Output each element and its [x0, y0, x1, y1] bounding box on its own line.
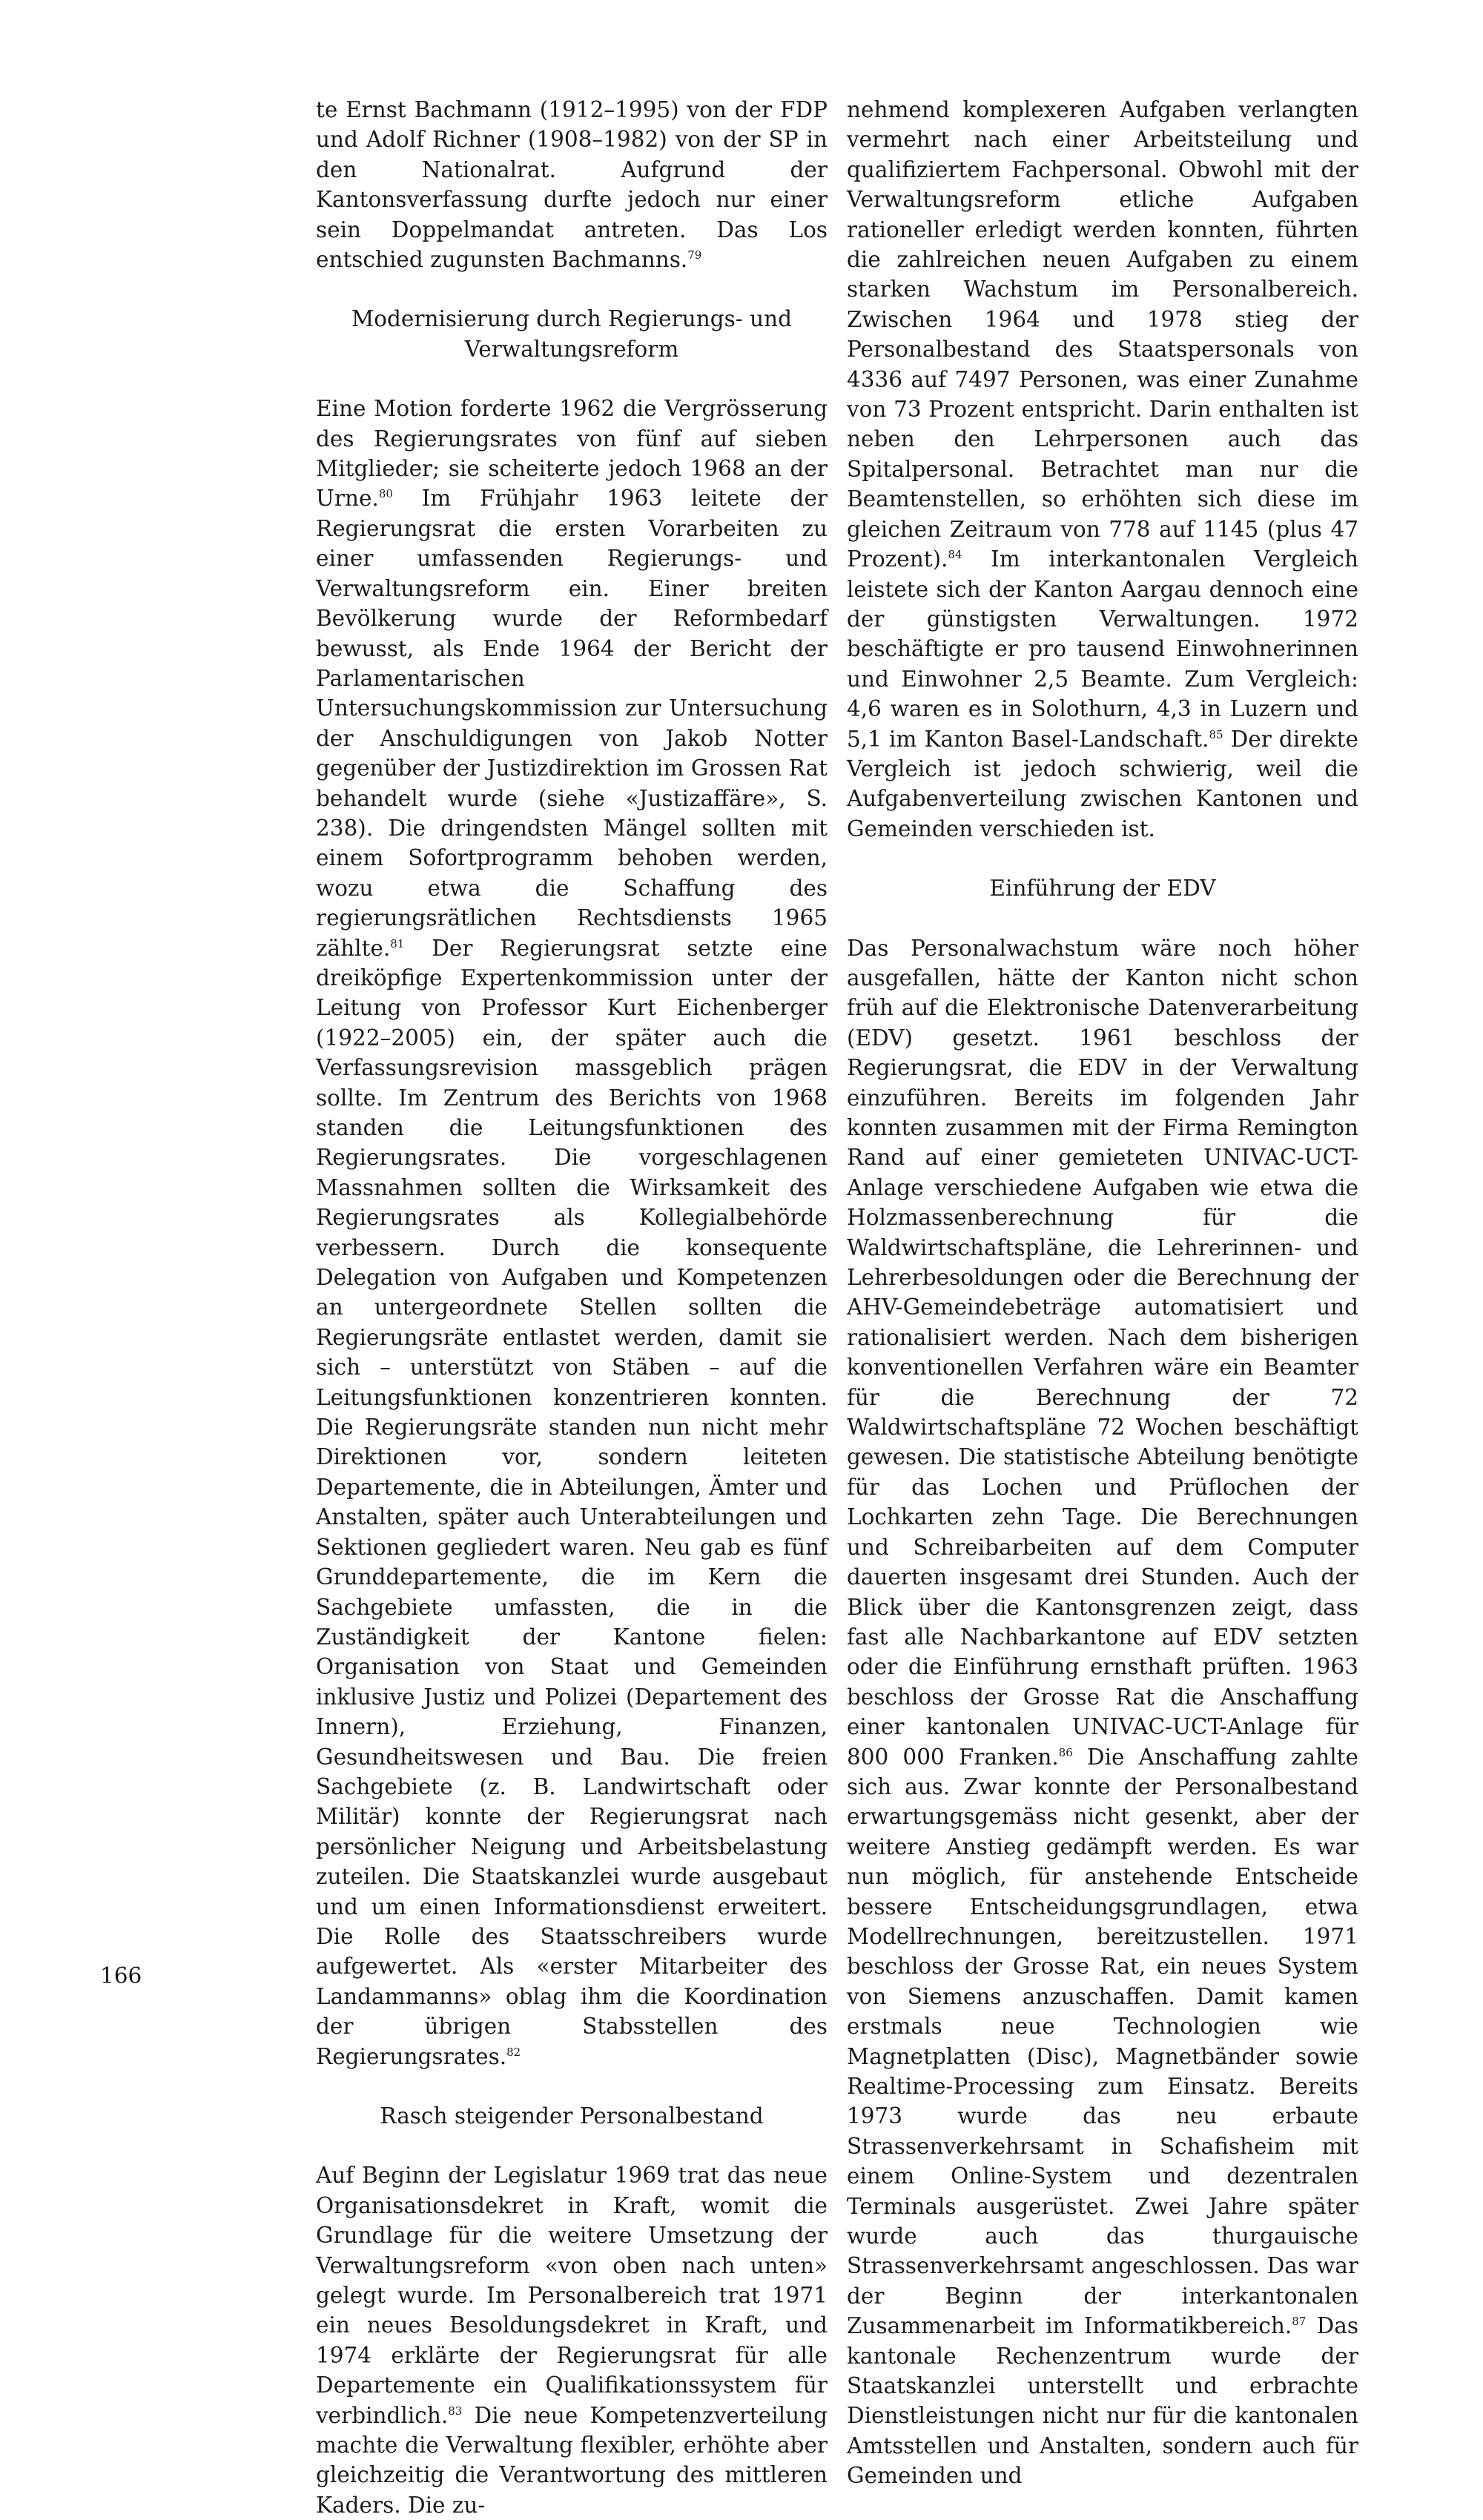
- paragraph-text: Das kantonale Rechenzentrum wurde der Staatskanzlei unterstellt und erbrachte Dienstleistungen nicht nur für die kantonalen Amtsstellen und Anstalten, sondern auch für Gemeinden und: [847, 2313, 1358, 2489]
- paragraph-text: Eine Motion forderte 1962 die Vergrösserung des Regierungsrates von fünf auf sieben Mitglieder; sie scheiterte jedoch 1968 an der Urne.: [316, 396, 828, 512]
- paragraph-text: Der Regierungsrat setzte eine dreiköpfige Expertenkommission unter der Leitung von Professor Kurt Eichenberger (1922–2005) ein, der später auch die Verfassungsrevision massgeblich prägen sollte. Im Zentrum des Berichts von 1968 standen die Leitungsfunktionen des Regierungsrates. Die vorgeschlagenen Massnahmen sollten die Wirksamkeit des Regierungsrates als Kollegialbehörde verbessern. Durch die konsequente Delegation von Aufgaben und Kompetenzen an untergeordnete Stellen sollten die Regierungsräte entlastet werden, damit sie sich – unterstützt von Stäben – auf die Leitungsfunktionen konzentrieren konnten. Die Regierungsräte standen nun nicht mehr Direktionen vor, sondern leiteten Departemente, die in Abteilungen, Ämter und Anstalten, später auch Unterabteilungen und Sektionen gegliedert waren. Neu gab es fünf Grunddepartemente, die im Kern die Sachgebiete umfassten, die in die Zuständigkeit der Kantone fielen: Organisation von Staat und Gemeinden inklusive Justiz und Polizei (Departement des Innern), Erziehung, Finanzen, Gesundheitswesen und Bau. Die freien Sachgebiete (z. B. Landwirtschaft oder Militär) konnte der Regierungsrat nach persönlicher Neigung und Arbeitsbelastung zuteilen. Die Staatskanzlei wurde ausgebaut und um einen Informationsdienst erweitert. Die Rolle des Staatsschreibers wurde aufgewertet. Als «erster Mitarbeiter des Landammanns» oblag ihm die Koordination der übrigen Stabsstellen des Regierungsrates.: [316, 935, 828, 2069]
- paragraph: [316, 394, 828, 2071]
- footnote-ref: 80: [378, 487, 393, 501]
- paragraph-text: Das Personalwachstum wäre noch höher ausgefallen, hätte der Kanton nicht schon früh auf die Elektronische Datenverarbeitung (EDV) gesetzt. 1961 beschloss der Regierungsrat, die EDV in der Verwaltung einzuführen. Bereits im folgenden Jahr konnten zusammen mit der Firma Remington Rand auf einer gemieteten UNIVAC-UCT-Anlage verschiedene Aufgaben wie etwa die Holzmassenberechnung für die Waldwirtschaftspläne, die Lehrerinnen- und Lehrerbesoldungen oder die Berechnung der AHV-Gemeindebeträge automatisiert und rationalisiert werden. Nach dem bisherigen konventionellen Verfahren wäre ein Beamter für die Berechnung der 72 Waldwirtschaftspläne 72 Wochen beschäftigt gewesen. Die statistische Abteilung benötigte für das Lochen und Prüflochen der Lochkarten zehn Tage. Die Berechnungen und Schreibarbeiten auf dem Computer dauerten insgesamt drei Stunden. Auch der Blick über die Kantonsgrenzen zeigt, dass fast alle Nachbarkantone auf EDV setzten oder die Einführung ernsthaft prüften. 1963 beschloss der Grosse Rat die Anschaffung einer kantonalen UNIVAC-UCT-Anlage für 800 000 Franken.: [847, 935, 1358, 1770]
- paragraph: [316, 2160, 828, 2520]
- footnote-ref: 83: [448, 2404, 463, 2418]
- footnote-ref: 87: [1292, 2315, 1307, 2329]
- left-column: [316, 95, 828, 2520]
- footnote-ref: 85: [1209, 727, 1223, 741]
- footnote-ref: 79: [687, 248, 702, 262]
- paragraph: [847, 933, 1358, 2491]
- section-heading: Einführung der EDV: [989, 876, 1216, 902]
- section-heading: Rasch steigender Personalbestand: [380, 2103, 764, 2129]
- paragraph-text: Die neue Kompetenzverteilung machte die Verwaltung flexibler, erhöhte aber gleichzeitig die Verantwortung des mittleren Kaders. Die zu-: [316, 2402, 828, 2518]
- paragraph-text: Der direkte Vergleich ist jedoch schwierig, weil die Aufgabenverteilung zwischen Kantonen und Gemeinden verschieden ist.: [847, 726, 1358, 841]
- paragraph: [847, 95, 1358, 844]
- footnote-ref: 81: [390, 936, 405, 950]
- footnote-ref: 86: [1058, 1745, 1073, 1759]
- section-heading: Modernisierung durch Regierungs- und Verwaltungsreform: [351, 306, 792, 362]
- paragraph-text: te Ernst Bachmann (1912–1995) von der FDP und Adolf Richner (1908–1982) von der SP in den Nationalrat. Aufgrund der Kantonsverfassung durfte jedoch nur einer sein Doppelmandat antreten. Das Los entschied zugunsten Bachmanns.: [316, 97, 828, 273]
- paragraph: [316, 95, 828, 274]
- right-column: [847, 95, 1358, 2491]
- paragraph-text: Im Frühjahr 1963 leitete der Regierungsrat die ersten Vorarbeiten zu einer umfassenden Regierungs- und Verwaltungsreform ein. Einer breiten Bevölkerung wurde der Reformbedarf bewusst, als Ende 1964 der Bericht der Parlamentarischen Untersuchungskommission zur Untersuchung der Anschuldigungen von Jakob Notter gegenüber der Justizdirektion im Grossen Rat behandelt wurde (siehe «Justizaffäre», S. 238). Die dringendsten Mängel sollten mit einem Sofortprogramm behoben werden, wozu etwa die Schaffung des regierungsrätlichen Rechtsdiensts 1965 zählte.: [316, 486, 828, 961]
- paragraph-text: Die Anschaffung zahlte sich aus. Zwar konnte der Personalbestand erwartungsgemäss nicht gesenkt, aber der weitere Anstieg gedämpft werden. Es war nun möglich, für anstehende Entscheide bessere Entscheidungsgrundlagen, etwa Modellrechnungen, bereitzustellen. 1971 beschloss der Grosse Rat, ein neues System von Siemens anzuschaffen. Damit kamen erstmals neue Technologien wie Magnetplatten (Disc), Magnetbänder sowie Realtime-Processing zum Einsatz. Bereits 1973 wurde das neu erbaute Strassenverkehrsamt in Schafisheim mit einem Online-System und dezentralen Terminals ausgerüstet. Zwei Jahre später wurde auch das thurgauische Strassenverkehrsamt angeschlossen. Das war der Beginn der interkantonalen Zusammenarbeit im Informatikbereich.: [847, 1744, 1358, 2339]
- paragraph-text: Auf Beginn der Legislatur 1969 trat das neue Organisationsdekret in Kraft, womit die Grundlage für die weitere Umsetzung der Verwaltungsreform «von oben nach unten» gelegt wurde. Im Personalbereich trat 1971 ein neues Besoldungsdekret in Kraft, und 1974 erklärte der Regierungsrat für alle Departemente ein Qualifikationssystem für verbindlich.: [316, 2163, 828, 2428]
- page-number: 166: [100, 1963, 142, 1988]
- footnote-ref: 84: [948, 548, 962, 562]
- paragraph-text: nehmend komplexeren Aufgaben verlangten vermehrt nach einer Arbeitsteilung und qualifiziertem Fachpersonal. Obwohl mit der Verwaltungsreform etliche Aufgaben rationeller erledigt werden konnten, führten die zahlreichen neuen Aufgaben zu einem starken Wachstum im Personalbereich. Zwischen 1964 und 1978 stieg der Personalbestand des Staatspersonals von 4336 auf 7497 Personen, was einer Zunahme von 73 Prozent entspricht. Darin enthalten ist neben den Lehrpersonen auch das Spitalpersonal. Betrachtet man nur die Beamtenstellen, so erhöhten sich diese im gleichen Zeitraum von 778 auf 1145 (plus 47 Prozent).: [847, 97, 1358, 572]
- paragraph-text: Im interkantonalen Vergleich leistete sich der Kanton Aargau dennoch eine der günstigsten Verwaltungen. 1972 beschäftigte er pro tausend Einwohnerinnen und Einwohner 2,5 Beamte. Zum Vergleich: 4,6 waren es in Solothurn, 4,3 in Luzern und 5,1 im Kanton Basel-Landschaft.: [847, 546, 1358, 752]
- footnote-ref: 82: [506, 2045, 521, 2059]
